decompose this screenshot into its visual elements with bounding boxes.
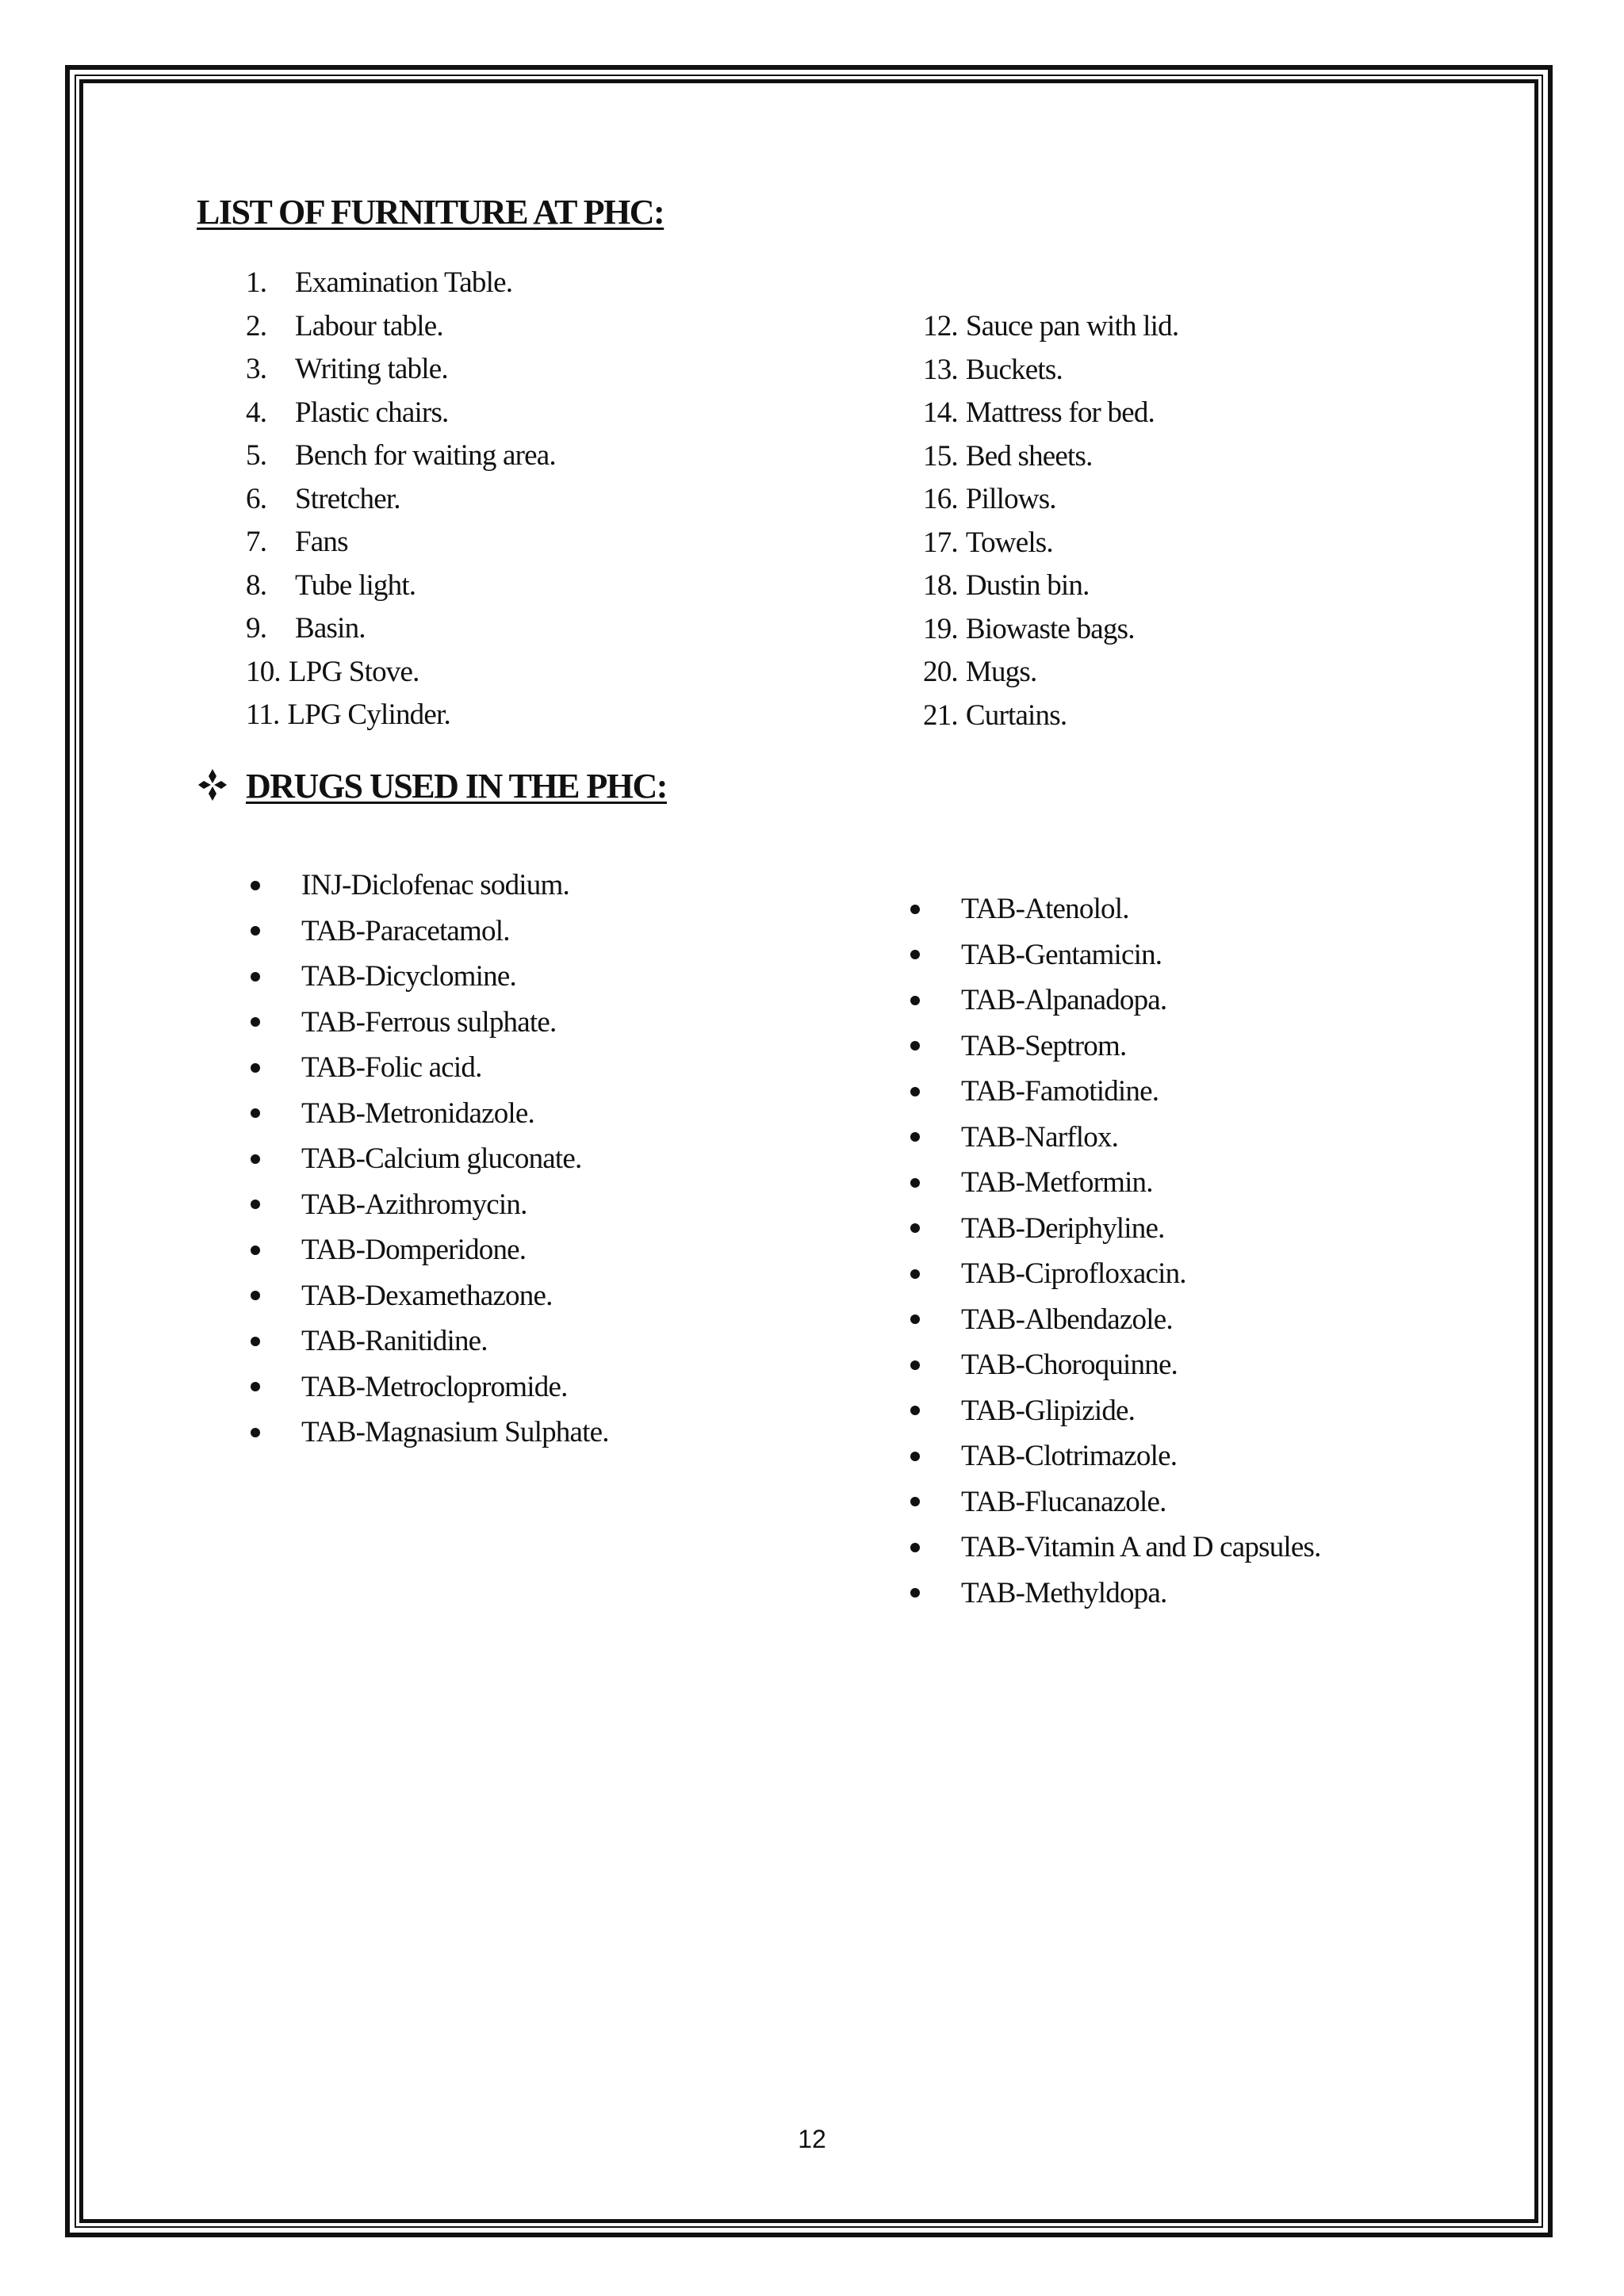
list-item — [246, 694, 556, 737]
drug-name: TAB-Atenolol. — [961, 893, 1129, 925]
list-item — [923, 651, 1178, 695]
list-item — [904, 978, 1321, 1024]
drug-name: INJ-Diclofenac sodium. — [301, 869, 569, 901]
item-text: Mugs. — [965, 656, 1037, 688]
item-text: Dustin bin. — [965, 569, 1090, 602]
list-item — [246, 478, 556, 522]
item-text: Bed sheets. — [965, 439, 1093, 473]
list-item — [904, 1388, 1321, 1434]
item-number: 10. — [246, 655, 281, 688]
list-item — [904, 886, 1321, 932]
bullet-icon — [251, 881, 260, 890]
list-item — [904, 1297, 1321, 1343]
drug-name: TAB-Deriphyline. — [961, 1211, 1165, 1245]
bullet-icon — [910, 1269, 920, 1279]
list-item — [904, 1342, 1321, 1388]
drug-name: TAB-Clotrimazole. — [961, 1440, 1178, 1472]
item-number: 8. — [246, 568, 267, 602]
bullet-icon — [251, 1200, 260, 1209]
list-item — [244, 1227, 609, 1273]
item-text: Labour table. — [295, 309, 443, 342]
item-text: Basin. — [295, 612, 366, 645]
item-number: 11. — [246, 698, 280, 731]
item-number: 16. — [923, 483, 958, 515]
bullet-icon — [910, 1087, 920, 1096]
item-text: Fans — [295, 526, 348, 558]
list-item — [923, 349, 1178, 392]
bullet-icon — [910, 1588, 920, 1598]
drug-name: TAB-Gentamicin. — [961, 938, 1162, 971]
list-item — [246, 564, 556, 608]
bullet-icon — [910, 1497, 920, 1506]
list-item — [904, 1479, 1321, 1525]
list-item — [923, 522, 1178, 565]
item-number: 5. — [246, 439, 267, 472]
drug-name: TAB-Flucanazole. — [961, 1485, 1166, 1518]
bullet-icon — [910, 1360, 920, 1370]
list-item — [244, 1045, 609, 1091]
four-diamond-bullet-icon — [197, 767, 228, 802]
drug-name: TAB-Folic acid. — [301, 1051, 482, 1084]
bullet-icon — [910, 1223, 920, 1233]
list-item — [246, 262, 556, 305]
bullet-icon — [910, 905, 920, 914]
item-text: Curtains. — [965, 698, 1067, 732]
item-text: Mattress for bed. — [965, 396, 1155, 429]
list-item — [904, 1069, 1321, 1115]
item-text: Towels. — [965, 526, 1053, 559]
list-item — [904, 1251, 1321, 1297]
drug-name: TAB-Narflox. — [961, 1120, 1119, 1154]
page-number: 12 — [798, 2125, 826, 2153]
item-text: Buckets. — [965, 353, 1063, 386]
drug-name: TAB-Metroclopromide. — [301, 1370, 568, 1403]
item-number: 3. — [246, 353, 267, 385]
item-number: 2. — [246, 309, 267, 342]
bullet-icon — [251, 1337, 260, 1346]
list-item — [246, 348, 556, 392]
drug-name: TAB-Domperidone. — [301, 1234, 527, 1266]
list-item — [244, 1091, 609, 1137]
drug-name: TAB-Ranitidine. — [301, 1325, 488, 1357]
item-number: 12. — [923, 310, 958, 342]
list-item — [244, 1410, 609, 1456]
furniture-list-left — [246, 262, 556, 737]
list-item — [904, 1115, 1321, 1161]
item-number: 13. — [923, 353, 958, 386]
item-text: Pillows. — [965, 483, 1056, 515]
item-number: 17. — [923, 526, 958, 559]
list-item — [244, 1136, 609, 1182]
list-item — [904, 1571, 1321, 1617]
drug-name: TAB-Dexamethazone. — [301, 1279, 553, 1312]
list-item — [923, 564, 1178, 608]
list-item — [923, 608, 1178, 652]
list-item — [244, 1273, 609, 1319]
drug-name: TAB-Calcium gluconate. — [301, 1142, 582, 1175]
item-number: 7. — [246, 526, 267, 558]
bullet-icon — [251, 1428, 260, 1437]
list-item — [246, 607, 556, 651]
bullet-icon — [910, 1452, 920, 1461]
item-text: Plastic chairs. — [295, 396, 449, 429]
bullet-icon — [251, 972, 260, 982]
drugs-section-title: DRUGS USED IN THE PHC: — [246, 767, 667, 806]
bullet-icon — [251, 926, 260, 936]
list-item — [244, 1318, 609, 1364]
bullet-icon — [910, 1132, 920, 1142]
list-item — [904, 932, 1321, 978]
item-text: LPG Stove. — [288, 655, 419, 688]
bullet-icon — [910, 950, 920, 959]
item-text: Examination Table. — [295, 266, 513, 299]
list-item — [246, 651, 556, 695]
list-item — [904, 1433, 1321, 1479]
bullet-icon — [251, 1017, 260, 1027]
drug-name: TAB-Choroquinne. — [961, 1349, 1178, 1381]
drug-name: TAB-Vitamin A and D capsules. — [961, 1531, 1321, 1563]
list-item — [904, 1160, 1321, 1206]
list-item — [246, 392, 556, 435]
list-item — [246, 305, 556, 349]
drug-name: TAB-Metformin. — [961, 1166, 1153, 1199]
drug-name: TAB-Famotidine. — [961, 1075, 1159, 1108]
bullet-icon — [251, 1108, 260, 1118]
drug-name: TAB-Ciprofloxacin. — [961, 1257, 1186, 1290]
list-item — [244, 1364, 609, 1410]
drug-name: TAB-Ferrous sulphate. — [301, 1005, 557, 1039]
drug-name: TAB-Septrom. — [961, 1029, 1127, 1062]
bullet-icon — [251, 1382, 260, 1391]
list-item — [923, 478, 1178, 522]
item-text: Stretcher. — [295, 482, 400, 515]
drug-name: TAB-Glipizide. — [961, 1394, 1136, 1427]
list-item — [923, 435, 1178, 479]
drug-name: TAB-Magnasium Sulphate. — [301, 1416, 609, 1448]
drugs-list-left — [244, 863, 609, 1456]
furniture-section-title: LIST OF FURNITURE AT PHC: — [197, 193, 665, 232]
list-item — [923, 305, 1178, 349]
bullet-icon — [910, 1406, 920, 1415]
bullet-icon — [251, 1063, 260, 1073]
list-item — [923, 392, 1178, 435]
bullet-icon — [251, 1291, 260, 1300]
item-text: Sauce pan with lid. — [965, 310, 1179, 342]
bullet-icon — [910, 1314, 920, 1324]
bullet-icon — [910, 1543, 920, 1552]
list-item — [904, 1525, 1321, 1571]
item-number: 6. — [246, 482, 267, 515]
item-text: Tube light. — [295, 568, 416, 602]
item-number: 21. — [923, 698, 958, 732]
list-item — [244, 1000, 609, 1046]
item-text: Biowaste bags. — [965, 612, 1135, 645]
list-item — [244, 954, 609, 1000]
item-number: 19. — [923, 612, 958, 645]
bullet-icon — [910, 1041, 920, 1050]
list-item — [246, 434, 556, 478]
list-item — [246, 521, 556, 564]
item-text: LPG Cylinder. — [287, 698, 450, 731]
item-number: 15. — [923, 439, 958, 473]
drug-name: TAB-Azithromycin. — [301, 1188, 527, 1221]
drug-name: TAB-Paracetamol. — [301, 914, 510, 947]
item-number: 20. — [923, 656, 958, 688]
drug-name: TAB-Albendazole. — [961, 1303, 1173, 1336]
list-item — [923, 695, 1178, 738]
bullet-icon — [910, 996, 920, 1005]
item-number: 14. — [923, 396, 958, 429]
item-number: 18. — [923, 569, 958, 602]
item-number: 1. — [246, 266, 267, 299]
drug-name: TAB-Alpanadopa. — [961, 984, 1167, 1016]
item-text: Bench for waiting area. — [295, 439, 556, 472]
drug-name: TAB-Methyldopa. — [961, 1576, 1167, 1609]
list-item — [904, 1024, 1321, 1070]
item-number: 4. — [246, 396, 267, 429]
item-text: Writing table. — [295, 353, 448, 385]
list-item — [244, 1182, 609, 1228]
bullet-icon — [251, 1246, 260, 1255]
list-item — [244, 863, 609, 909]
drugs-list-right — [904, 886, 1321, 1616]
drug-name: TAB-Metronidazole. — [301, 1096, 534, 1130]
drug-name: TAB-Dicyclomine. — [301, 960, 516, 993]
list-item — [244, 909, 609, 955]
bullet-icon — [251, 1154, 260, 1164]
list-item — [904, 1206, 1321, 1252]
item-number: 9. — [246, 612, 267, 645]
bullet-icon — [910, 1178, 920, 1188]
furniture-list-right — [923, 305, 1178, 737]
